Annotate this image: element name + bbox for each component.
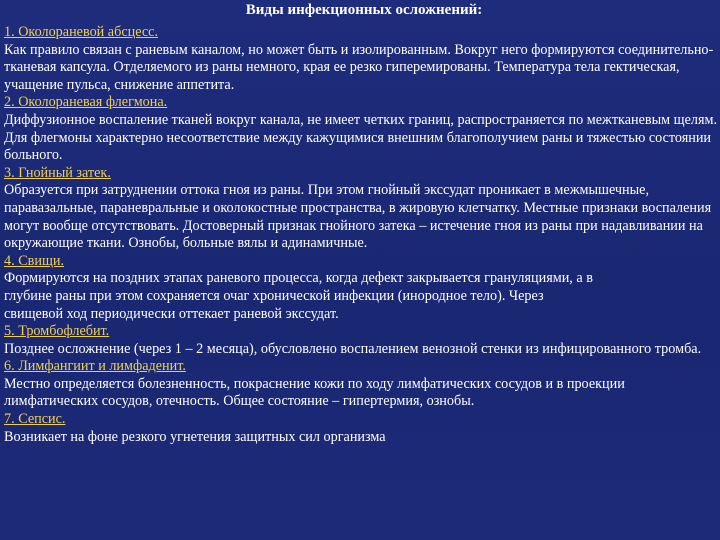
- item-text: Как правило связан с раневым каналом, но может быть и изолированным. Вокруг него формируются соединительно-тканевая капсула. Отделяемого из раны немного, края ее резко гиперемированы. Температура тела гектическая, учащение пульса, снижение аппетита.: [4, 41, 714, 93]
- item-7: [4, 411, 720, 446]
- item-5: [4, 323, 720, 358]
- item-heading: 7. Сепсис.: [4, 411, 66, 428]
- item-text-line: Формируются на поздних этапах раневого процесса, когда дефект закрывается грануляциями, а в: [4, 270, 593, 287]
- item-heading: 5. Тромбофлебит.: [4, 323, 110, 340]
- slide-content: [4, 24, 720, 446]
- slide-title: [0, 1, 720, 20]
- item-4: [4, 253, 720, 323]
- item-6: [4, 358, 720, 411]
- item-heading: 1. Околораневой абсцесс.: [4, 24, 158, 40]
- item-text-line: глубине раны при этом сохраняется очаг хронической инфекции (инородное тело). Через: [4, 287, 544, 304]
- item-2: [4, 94, 720, 164]
- item-heading: 6. Лимфангиит и лимфаденит.: [4, 358, 186, 375]
- item-heading: 2. Околораневая флегмона.: [4, 94, 168, 111]
- item-heading: 4. Свищи.: [4, 252, 65, 269]
- item-text: Позднее осложнение (через 1 – 2 месяца), обусловлено воспалением венозной стенки из инфицированного тромба.: [4, 340, 702, 357]
- item-text-line: свищевой ход периодически оттекает раневой экссудат.: [4, 305, 339, 322]
- item-1: [4, 24, 720, 94]
- item-text: Образуется при затруднении оттока гноя из раны. При этом гнойный экссудат проникает в межмышечные, паравазальные, параневральные и околокостные пространства, в жировую клетчатку. Местные признаки воспаления могут вообще отсутствовать. Достоверный признак гнойного затека – истечение гноя из раны при надавливании на окружающие ткани. Ознобы, больные вялы и адинамичные.: [4, 182, 712, 252]
- item-heading: 3. Гнойный затек.: [4, 164, 111, 181]
- item-text: Возникает на фоне резкого угнетения защитных сил организма: [4, 428, 386, 445]
- slide-title-text: Виды инфекционных осложнений:: [245, 2, 483, 18]
- item-text: Местно определяется болезненность, покраснение кожи по ходу лимфатических сосудов и в проекции лимфатических сосудов, отечность. Общее состояние – гипертермия, ознобы.: [4, 375, 625, 410]
- item-3: [4, 165, 720, 253]
- item-text: Диффузионное воспаление тканей вокруг канала, не имеет четких границ, распространяется по межтканевым щелям. Для флегмоны характерно несоответствие между кажущимися внешним благополучием раны и тяжестью состоянии больного.: [4, 111, 717, 164]
